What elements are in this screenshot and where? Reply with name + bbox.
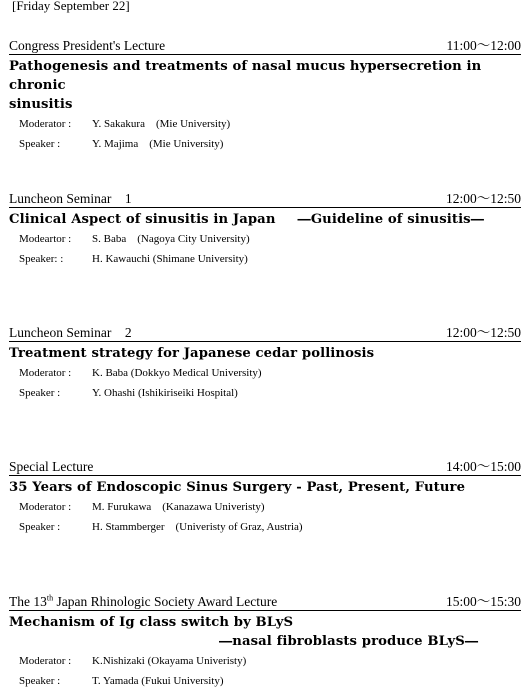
date-header: [Friday September 22] bbox=[12, 0, 130, 13]
session-special-lecture bbox=[9, 459, 521, 537]
session-title: Special Lecture bbox=[9, 459, 94, 474]
speaker-row bbox=[9, 249, 521, 269]
speaker-label: Speaker : bbox=[19, 675, 61, 687]
session-award-lecture bbox=[9, 594, 521, 691]
speaker-row bbox=[9, 383, 521, 403]
lecture-title bbox=[9, 57, 521, 114]
session-header bbox=[9, 38, 521, 55]
session-time: 14:00〜15:00 bbox=[445, 459, 521, 474]
speaker-row bbox=[9, 671, 521, 691]
speaker-label: Speaker : bbox=[19, 138, 61, 150]
lecture-title bbox=[9, 478, 521, 497]
speaker-row bbox=[9, 134, 521, 154]
moderator-name: M. Furukawa (Kanazawa Univeristy) bbox=[92, 501, 265, 513]
lecture-subtitle: ―Guideline of sinusitis― bbox=[297, 212, 484, 227]
session-title: Luncheon Seminar 1 bbox=[9, 191, 132, 206]
lecture-title bbox=[9, 344, 521, 363]
session-luncheon-seminar-1 bbox=[9, 191, 521, 269]
moderator-label: Moderator : bbox=[19, 367, 72, 379]
lecture-title-line2: ―nasal fibroblasts produce BLyS― bbox=[219, 634, 479, 649]
session-header bbox=[9, 325, 521, 342]
speaker-name: H. Kawauchi (Shimane University) bbox=[92, 253, 248, 265]
speaker-name: T. Yamada (Fukui University) bbox=[92, 675, 224, 687]
moderator-row bbox=[9, 363, 521, 383]
lecture-title-line1: Pathogenesis and treatments of nasal mucus hypersecretion in chronic bbox=[9, 59, 482, 93]
session-title-post: Japan Rhinologic Society Award Lecture bbox=[53, 594, 278, 609]
session-header bbox=[9, 191, 521, 208]
session-luncheon-seminar-2 bbox=[9, 325, 521, 403]
session-title: Congress President's Lecture bbox=[9, 38, 166, 53]
session-title-sup: th bbox=[46, 593, 54, 603]
session-time: 12:00〜12:50 bbox=[445, 191, 521, 206]
session-header bbox=[9, 594, 521, 611]
session-title bbox=[9, 594, 277, 610]
lecture-title-main: Treatment strategy for Japanese cedar pollinosis bbox=[9, 346, 375, 361]
lecture-title-line1: Mechanism of Ig class switch by BLyS bbox=[9, 615, 294, 630]
lecture-title-main: 35 Years of Endoscopic Sinus Surgery - Past, Present, Future bbox=[9, 480, 466, 495]
moderator-name: K.Nishizaki (Okayama Univeristy) bbox=[92, 655, 247, 667]
moderator-row bbox=[9, 651, 521, 671]
lecture-title-main: Clinical Aspect of sinusitis in Japan bbox=[9, 212, 276, 227]
speaker-label: Speaker : bbox=[19, 387, 61, 399]
moderator-label: Moderator : bbox=[19, 655, 72, 667]
moderator-row bbox=[9, 114, 521, 134]
lecture-title-line2: sinusitis bbox=[9, 97, 73, 112]
speaker-name: H. Stammberger (Univeristy of Graz, Austria) bbox=[92, 521, 303, 533]
speaker-label: Speaker : bbox=[19, 521, 61, 533]
moderator-name: Y. Sakakura (Mie University) bbox=[92, 118, 231, 130]
speaker-name: Y. Majima (Mie University) bbox=[92, 138, 224, 150]
session-title: Luncheon Seminar 2 bbox=[9, 325, 132, 340]
moderator-label: Moderator : bbox=[19, 118, 72, 130]
lecture-title bbox=[9, 210, 521, 229]
speaker-row bbox=[9, 517, 521, 537]
session-time: 11:00〜12:00 bbox=[446, 38, 521, 53]
moderator-name: S. Baba (Nagoya City University) bbox=[92, 233, 250, 245]
speaker-label: Speaker: : bbox=[19, 253, 64, 265]
session-time: 15:00〜15:30 bbox=[445, 594, 521, 609]
moderator-label: Modeartor : bbox=[19, 233, 72, 245]
session-time: 12:00〜12:50 bbox=[445, 325, 521, 340]
session-header bbox=[9, 459, 521, 476]
session-title-pre: The 13 bbox=[9, 594, 47, 609]
moderator-name: K. Baba (Dokkyo Medical University) bbox=[92, 367, 262, 379]
moderator-label: Moderator : bbox=[19, 501, 72, 513]
moderator-row bbox=[9, 497, 521, 517]
moderator-row bbox=[9, 229, 521, 249]
speaker-name: Y. Ohashi (Ishikiriseiki Hospital) bbox=[92, 387, 238, 399]
lecture-title bbox=[9, 613, 521, 651]
session-presidents-lecture bbox=[9, 38, 521, 154]
